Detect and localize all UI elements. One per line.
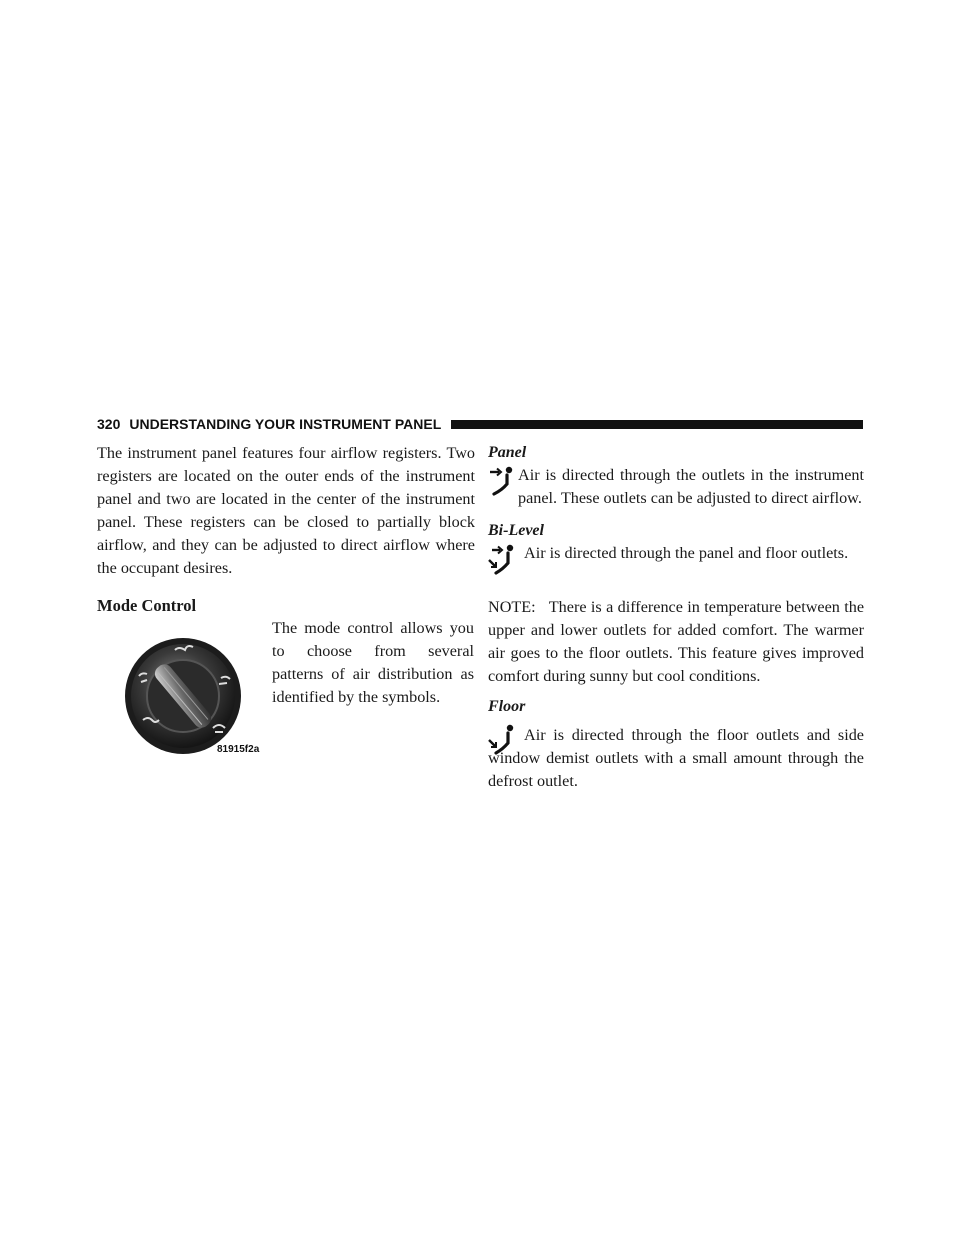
mode-control-heading: Mode Control [97,596,197,615]
note-paragraph [488,596,864,688]
page-number: 320 [97,416,121,432]
panel-vent-icon [488,466,514,501]
floor-heading: Floor [488,698,526,715]
mode-control-text: The mode control allows you to choose from several patterns of air distribution as identified by the symbols. [272,619,474,706]
mode-control-text-wrap [272,594,474,709]
header-rule [451,420,863,429]
bilevel-vent-icon [488,544,516,581]
panel-text: Air is directed through the outlets in the instrument panel. These outlets can be adjusted to direct airflow. [518,466,864,507]
intro-paragraph: The instrument panel features four airflow registers. Two registers are located on the outer ends of the instrument panel and two are located in the center of the instrument panel. These registers can be closed to partially block airflow, and they can be adjusted to direct airflow where the occupant desires. [97,444,475,577]
figure-id: 81915f2a [217,744,260,755]
bilevel-text: Air is directed through the panel and floor outlets. [524,544,849,562]
section-title: UNDERSTANDING YOUR INSTRUMENT PANEL [129,416,442,432]
panel-heading: Panel [488,444,527,461]
note-text: There is a difference in temperature between the upper and lower outlets for added comfort. The warmer air goes to the floor outlets. This feature gives improved comfort during sunny but cool conditions. [488,598,865,685]
right-column [488,442,864,793]
mode-control-knob-icon [123,636,243,756]
page-header [97,414,863,434]
floor-mode-row [488,718,864,793]
bilevel-mode-row [488,542,864,590]
bilevel-heading: Bi-Level [488,522,544,539]
floor-vent-icon [488,724,516,761]
note-label: NOTE: [488,598,536,616]
left-column [97,442,475,794]
panel-mode-row [488,464,864,512]
floor-text: Air is directed through the floor outlets and side window demist outlets with a small amount through the defrost outlet. [488,726,864,790]
mode-control-section [97,594,475,794]
